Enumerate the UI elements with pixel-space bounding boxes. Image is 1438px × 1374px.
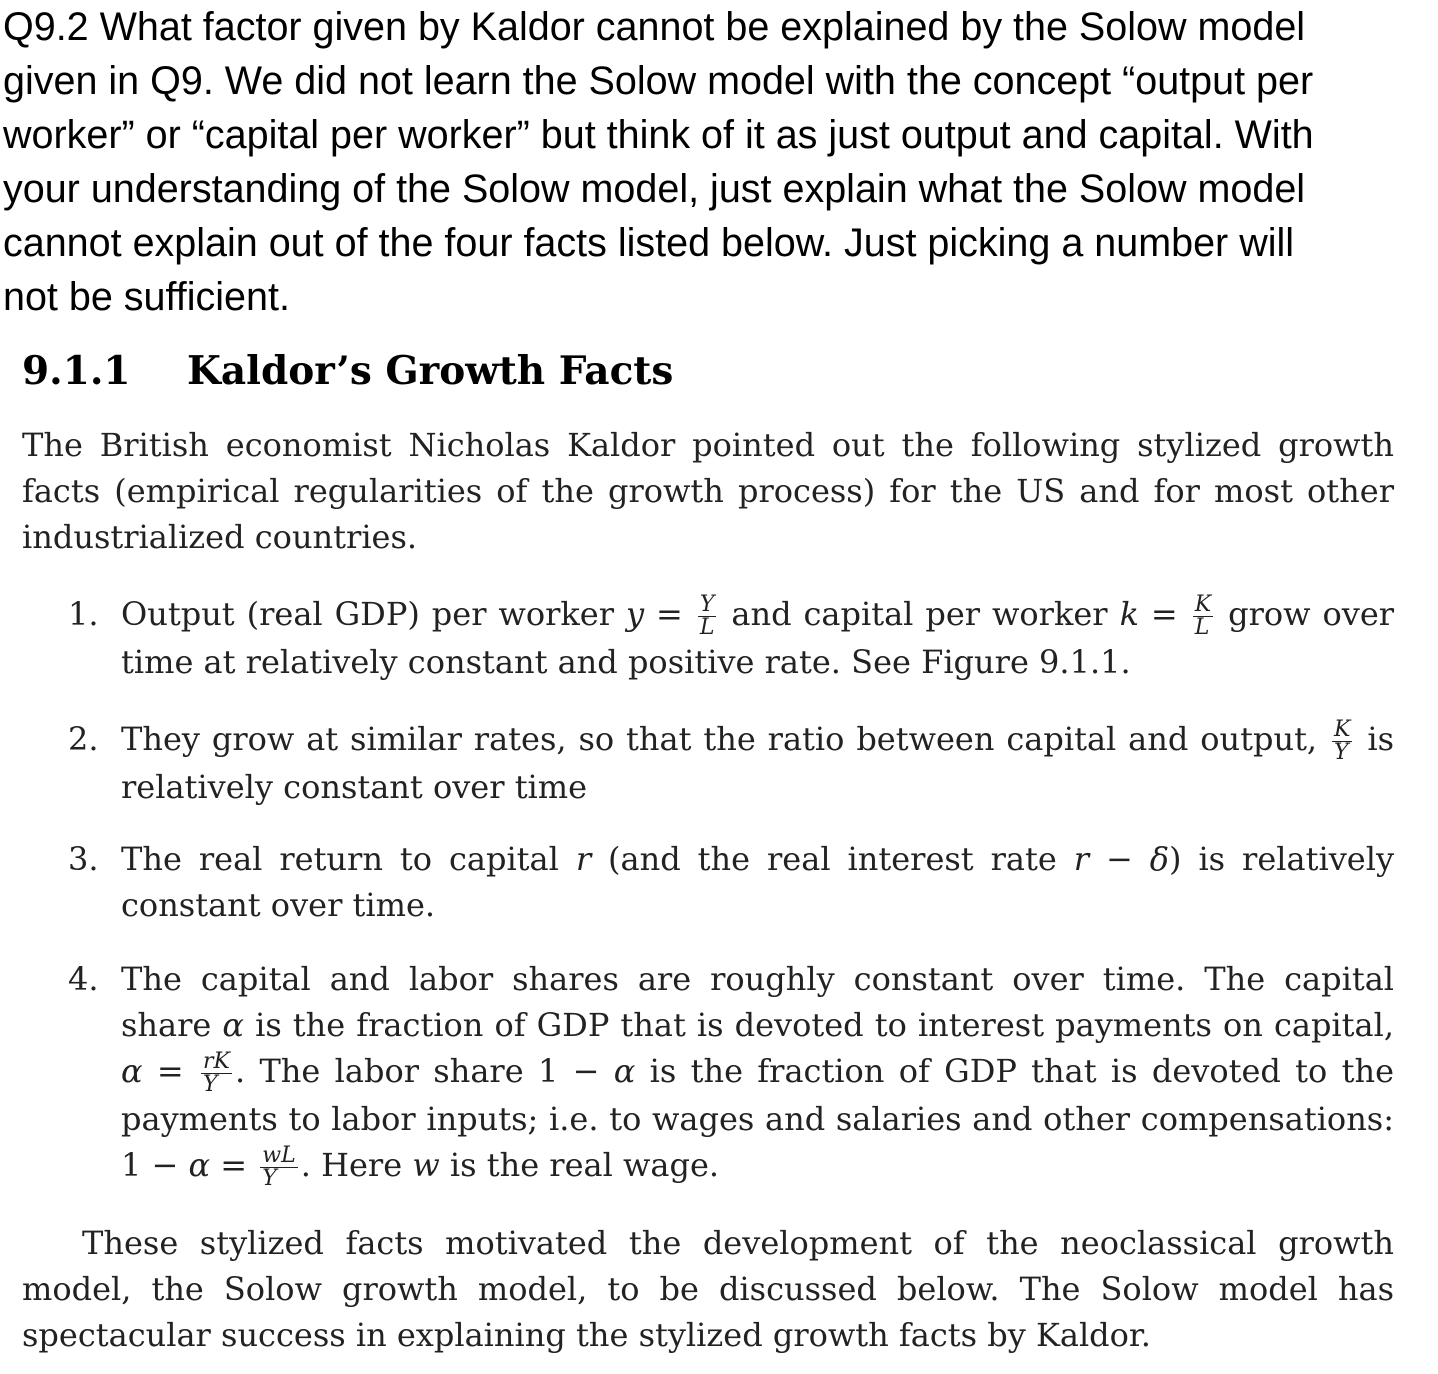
text-run: is the fraction of GDP that is devoted to interest payments on capital, <box>244 1006 1394 1044</box>
question-line: Q9.2 What factor given by Kaldor cannot be explained by the Solow model <box>3 5 1306 49</box>
fraction-numerator: K <box>1334 717 1351 742</box>
question-line: not be sufficient. <box>3 275 290 319</box>
math-op: = <box>1138 595 1190 633</box>
fraction-denominator: Y <box>1334 740 1349 765</box>
text-run: grow over time at relatively constant and positive rate. See Figure 9.1.1. <box>121 595 1395 681</box>
text-run: (and the real interest rate <box>591 840 1074 878</box>
fact-item-4 <box>68 956 1394 1190</box>
fact-text <box>121 836 1394 928</box>
text-run: . Here <box>300 1146 413 1184</box>
text-run: They grow at similar rates, so that the ratio between capital and output, <box>121 720 1330 758</box>
math-var: k <box>1119 595 1139 633</box>
intro-paragraph: The British economist Nicholas Kaldor pointed out the following stylized growth facts (empirical regularities of the growth process) for the US and for most other industrialized countries. <box>22 426 1394 556</box>
fact-item-1 <box>68 591 1394 685</box>
text-run: is the fraction of GDP that is devoted to the payments to labor inputs; i.e. to wages and salaries and other compensations: 1 − <box>121 1052 1395 1184</box>
section-title: Kaldor’s Growth Facts <box>187 348 674 394</box>
fact-number: 4. <box>68 960 99 998</box>
text-run: is relatively constant over time <box>121 720 1395 806</box>
question-text <box>3 0 1433 324</box>
fact-number: 3. <box>68 840 99 878</box>
text-run: The capital and labor shares are roughly constant over time. The capital share <box>121 960 1394 1044</box>
fact-item-3 <box>68 836 1394 928</box>
fact-text <box>121 716 1394 810</box>
fraction-k-over-y <box>1332 719 1352 764</box>
fraction-wl-over-y <box>260 1145 297 1190</box>
fraction-y-over-l <box>698 594 717 639</box>
math-var: α <box>613 1052 636 1090</box>
question-line: given in Q9. We did not learn the Solow model with the concept “output per <box>3 59 1314 103</box>
math-var: α <box>222 1006 245 1044</box>
math-var: r <box>575 840 592 878</box>
text-run: . The labor share 1 − <box>234 1052 614 1090</box>
fraction-denominator: Y <box>203 1072 218 1097</box>
text-run: ) is relatively constant over time. <box>121 840 1395 924</box>
fraction-numerator: K <box>1194 592 1212 617</box>
section-number: 9.1.1 <box>22 348 131 394</box>
math-var: α <box>121 1052 143 1090</box>
question-line: your understanding of the Solow model, just explain what the Solow model <box>3 167 1306 211</box>
fraction-rk-over-y <box>201 1051 232 1096</box>
text-run: and capital per worker <box>719 595 1120 633</box>
fraction-denominator: L <box>699 615 715 640</box>
fraction-k-over-l <box>1193 594 1213 639</box>
question-line: cannot explain out of the four facts listed below. Just picking a number will <box>3 221 1295 265</box>
fact-text <box>121 956 1394 1190</box>
fraction-numerator: rK <box>203 1049 230 1074</box>
text-run: The real return to capital <box>121 840 576 878</box>
fact-number: 1. <box>68 595 99 633</box>
math-var: y <box>626 595 645 633</box>
closing-paragraph: These stylized facts motivated the development of the neoclassical growth model, the Solow growth model, to be discussed below. The Solow model has spectacular success in explaining the stylized growth facts by Kaldor. <box>22 1224 1394 1354</box>
math-op: = <box>644 595 695 633</box>
fraction-numerator: wL <box>262 1143 296 1168</box>
text-run: Output (real GDP) per worker <box>121 595 626 633</box>
math-var: w <box>412 1146 440 1184</box>
math-op: = <box>210 1146 258 1184</box>
math-expression: r − δ <box>1073 840 1170 878</box>
math-var: α <box>188 1146 211 1184</box>
fact-item-2 <box>68 716 1394 810</box>
text-run: is the real wage. <box>439 1146 720 1184</box>
fact-number: 2. <box>68 720 99 758</box>
fraction-denominator: L <box>1194 615 1210 640</box>
question-line: worker” or “capital per worker” but think of it as just output and capital. With <box>3 113 1314 157</box>
math-op: = <box>142 1052 199 1090</box>
fraction-numerator: Y <box>698 594 717 617</box>
section-heading <box>22 343 673 399</box>
fact-text <box>121 591 1394 685</box>
fraction-denominator: Y <box>262 1166 277 1191</box>
